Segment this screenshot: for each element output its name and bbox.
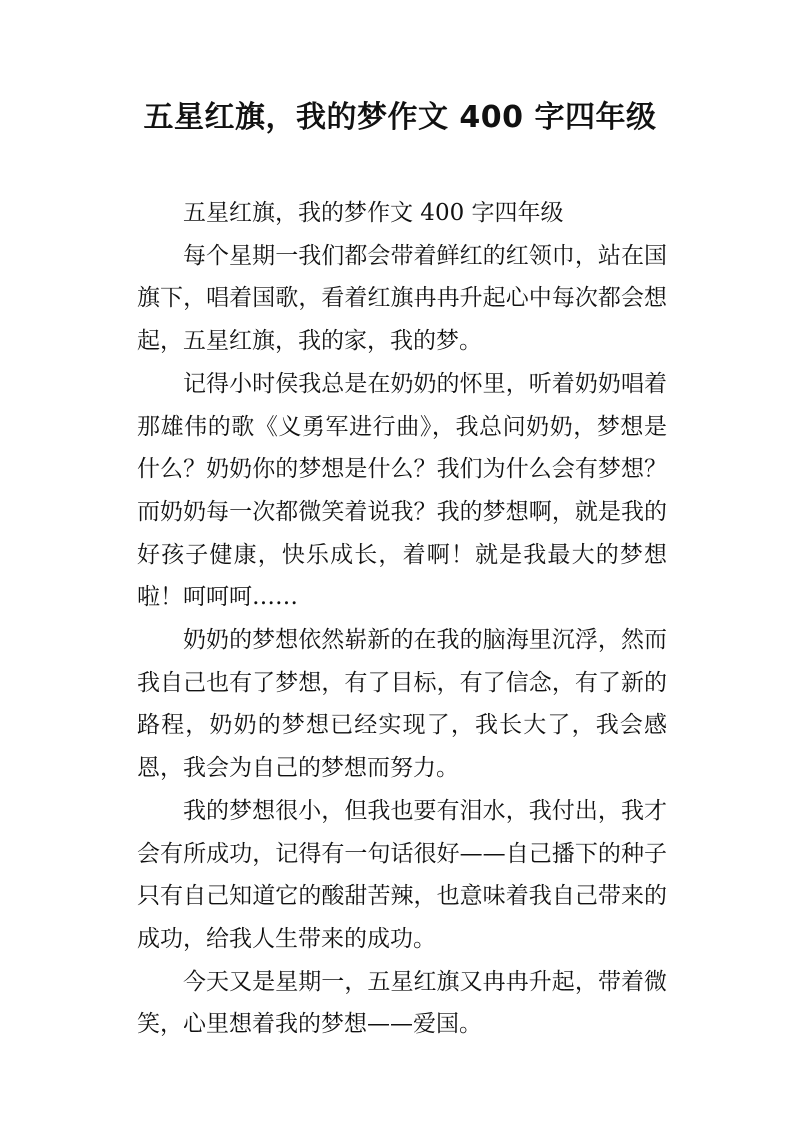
document-title: 五星红旗，我的梦作文 400 字四年级	[143, 100, 657, 135]
paragraph: 奶奶的梦想依然崭新的在我的脑海里沉浮，然而我自己也有了梦想，有了目标，有了信念，有了新的路程，奶奶的梦想已经实现了，我长大了，我会感恩，我会为自己的梦想而努力。	[137, 627, 667, 782]
document-body	[137, 192, 667, 1046]
paragraph: 今天又是星期一，五星红旗又冉冉升起，带着微笑，心里想着我的梦想——爱国。	[137, 968, 667, 1038]
paragraph: 我的梦想很小，但我也要有泪水，我付出，我才会有所成功，记得有一句话很好——自己播下的种子只有自己知道它的酸甜苦辣，也意味着我自己带来的成功，给我人生带来的成功。	[137, 797, 667, 952]
paragraph: 记得小时侯我总是在奶奶的怀里，听着奶奶唱着那雄伟的歌《义勇军进行曲》，我总问奶奶，梦想是什么？奶奶你的梦想是什么？我们为什么会有梦想？而奶奶每一次都微笑着说我？我的梦想啊，就是我的好孩子健康，快乐成长，着啊！就是我最大的梦想啦！呵呵呵……	[137, 370, 667, 611]
subtitle-paragraph: 五星红旗，我的梦作文 400 字四年级	[183, 200, 564, 226]
paragraph: 每个星期一我们都会带着鲜红的红领巾，站在国旗下，唱着国歌，看着红旗冉冉升起心中每次都会想起，五星红旗，我的家，我的梦。	[137, 242, 667, 355]
